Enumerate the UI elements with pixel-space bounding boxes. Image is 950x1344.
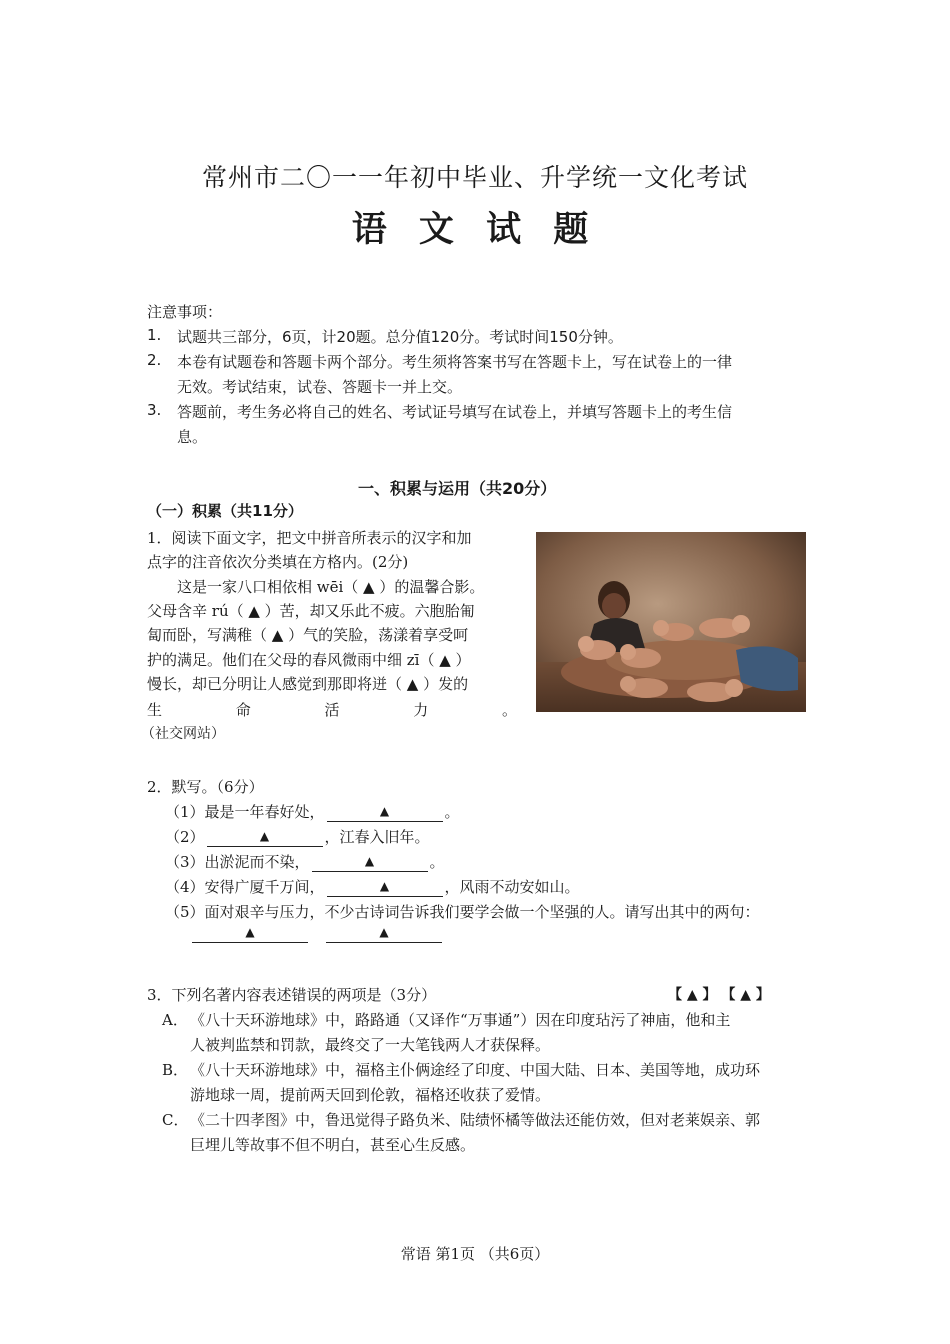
q2-item-1-pre: （1）最是一年春好处， <box>165 803 325 821</box>
answer-blank[interactable] <box>192 924 308 943</box>
notice-item-3-num: 3. <box>147 401 162 419</box>
q2-item-5-blanks <box>192 924 442 943</box>
notice-item-2-num: 2. <box>147 351 162 369</box>
family-photo <box>536 532 806 712</box>
answer-blank[interactable] <box>312 853 428 872</box>
triangle-marker-icon: ▲ <box>379 925 389 939</box>
q1-prompt-line-1: 1．阅读下面文字，把文中拼音所表示的汉字和加 <box>147 529 472 547</box>
notice-item-1-text: 试题共三部分，6页，计20题。总分值120分。考试时间150分钟。 <box>177 328 623 346</box>
q3-option-a-line-2: 人被判监禁和罚款，最终交了一大笔钱两人才获保释。 <box>190 1036 551 1054</box>
q2-item-4 <box>165 876 580 897</box>
q2-item-4-pre: （4）安得广厦千万间， <box>165 878 325 896</box>
notice-item-3-text: 答题前，考生务必将自己的姓名、考试证号填写在试卷上，并填写答题卡上的考生信 <box>177 403 733 421</box>
q3-option-c-label: C． <box>162 1111 189 1129</box>
q1-passage-line-6 <box>147 699 517 720</box>
spread-char: 活 <box>324 701 340 719</box>
triangle-marker-icon: ▲ <box>364 854 375 868</box>
q3-option-b-line-2: 游地球一周，提前两天回到伦敦，福格还收获了爱情。 <box>190 1086 551 1104</box>
spread-char: 。 <box>501 701 517 719</box>
notice-item-3-text-cont: 息。 <box>177 428 208 446</box>
q1-passage-line-1: 这是一家八口相依相 wēi（ ▲ ）的温馨合影。 <box>177 578 485 596</box>
triangle-marker-icon: ▲ <box>379 879 390 893</box>
triangle-marker-icon: ▲ <box>245 925 255 939</box>
q2-item-1-post: 。 <box>444 803 460 821</box>
q3-option-b-label: B． <box>162 1061 189 1079</box>
q2-item-3-pre: （3）出淤泥而不染， <box>165 853 310 871</box>
q2-item-2-post: ，江春入旧年。 <box>324 828 430 846</box>
q1-passage-line-2: 父母含辛 rú（ ▲ ）苦，却又乐此不疲。六胞胎匍 <box>147 602 475 620</box>
q2-item-4-post: ，风雨不动安如山。 <box>444 878 580 896</box>
q2-title: 2．默写。（6分） <box>147 778 264 796</box>
triangle-marker-icon: ▲ <box>379 804 390 818</box>
spread-char: 生 <box>147 701 163 719</box>
q3-option-a-label: A． <box>162 1011 188 1029</box>
q3-option-b-line-1: 《八十天环游地球》中，福格主仆俩途经了印度、中国大陆、日本、美国等地，成功环 <box>190 1061 761 1079</box>
answer-blank[interactable] <box>327 878 443 897</box>
section-title: 一、积累与运用（共20分） <box>358 479 557 498</box>
answer-blank[interactable] <box>207 828 323 847</box>
q1-passage-line-4: 护的满足。他们在父母的春风微雨中细 zī（ ▲ ） <box>147 651 471 669</box>
q3-answer-brackets[interactable]: 【 ▲ 】 【 ▲ 】 <box>668 987 770 1003</box>
q2-item-2-pre: （2） <box>165 828 205 846</box>
q1-prompt-line-2: 点字的注音依次分类填在方格内。(2分) <box>147 553 409 571</box>
q3-option-c-line-1: 《二十四孝图》中，鲁迅觉得子路负米、陆绩怀橘等做法还能仿效，但对老莱娱亲、郭 <box>190 1111 761 1129</box>
notice-item-2-text: 本卷有试题卷和答题卡两个部分。考生须将答案书写在答题卡上，写在试卷上的一律 <box>177 353 733 371</box>
spread-char: 命 <box>235 701 251 719</box>
q3-title: 3．下列名著内容表述错误的两项是（3分） <box>147 986 437 1004</box>
q2-item-3 <box>165 851 445 872</box>
q3-option-a-line-1: 《八十天环游地球》中，路路通（又译作“万事通”）因在印度玷污了神庙，他和主 <box>190 1011 731 1029</box>
spread-char: 力 <box>413 701 429 719</box>
answer-blank[interactable] <box>327 803 443 822</box>
q2-item-1 <box>165 801 460 822</box>
q2-item-2 <box>165 826 430 847</box>
page-footer: 常语 第1页 （共6页） <box>400 1245 550 1263</box>
notice-item-2-text-cont: 无效。考试结束，试卷、答题卡一并上交。 <box>177 378 463 396</box>
subsection-title: （一）积累（共11分） <box>147 502 303 520</box>
q2-item-5: （5）面对艰辛与压力，不少古诗词告诉我们要学会做一个坚强的人。请写出其中的两句： <box>165 903 760 921</box>
exam-header: 常州市二〇一一年初中毕业、升学统一文化考试 <box>201 163 748 192</box>
triangle-marker-icon: ▲ <box>259 829 270 843</box>
notice-item-1-num: 1. <box>147 326 162 344</box>
q1-passage-line-5: 慢长，却已分明让人感觉到那即将迸（ ▲ ）发的 <box>147 675 469 693</box>
q3-option-c-line-2: 巨埋儿等故事不但不明白，甚至心生反感。 <box>190 1136 476 1154</box>
exam-title: 语 文 试 题 <box>351 210 599 250</box>
q1-source: （社交网站） <box>141 726 225 742</box>
notice-label: 注意事项： <box>147 303 223 321</box>
q2-item-3-post: 。 <box>429 853 445 871</box>
q1-passage-line-3: 匐而卧，写满稚（ ▲ ）气的笑脸，荡漾着享受呵 <box>147 626 469 644</box>
answer-blank[interactable] <box>326 924 442 943</box>
